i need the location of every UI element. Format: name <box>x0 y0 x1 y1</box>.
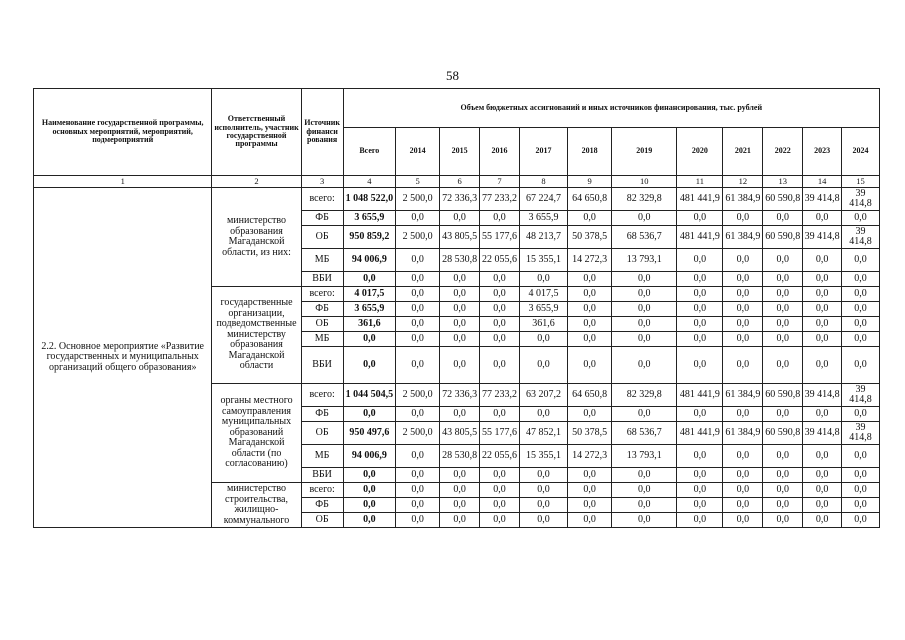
year-amount-cell: 0,0 <box>842 498 880 513</box>
column-number: 15 <box>842 176 880 188</box>
year-header: 2024 <box>842 128 880 176</box>
year-header: 2020 <box>677 128 723 176</box>
funding-source: МБ <box>301 249 343 272</box>
year-amount-cell: 0,0 <box>519 407 567 422</box>
year-amount-cell: 0,0 <box>568 332 612 347</box>
year-amount-cell: 0,0 <box>396 317 440 332</box>
year-amount-cell: 0,0 <box>396 498 440 513</box>
year-amount-cell: 0,0 <box>480 407 520 422</box>
year-amount-cell: 0,0 <box>803 483 842 498</box>
year-amount-cell: 0,0 <box>842 272 880 287</box>
year-amount-cell: 60 590,8 <box>763 226 803 249</box>
year-amount-cell: 0,0 <box>568 211 612 226</box>
year-amount-cell: 0,0 <box>568 468 612 483</box>
year-header: 2017 <box>519 128 567 176</box>
year-amount-cell: 72 336,3 <box>440 188 480 211</box>
funding-source: ФБ <box>301 302 343 317</box>
year-amount-cell: 64 650,8 <box>568 384 612 407</box>
total-amount-cell: 94 006,9 <box>343 249 395 272</box>
year-amount-cell: 0,0 <box>396 249 440 272</box>
funding-source: всего: <box>301 384 343 407</box>
year-amount-cell: 0,0 <box>723 407 763 422</box>
total-amount-cell: 4 017,5 <box>343 287 395 302</box>
year-amount-cell: 55 177,6 <box>480 422 520 445</box>
year-amount-cell: 0,0 <box>396 407 440 422</box>
column-number: 12 <box>723 176 763 188</box>
year-amount-cell: 0,0 <box>842 302 880 317</box>
year-amount-cell: 0,0 <box>440 317 480 332</box>
year-amount-cell: 0,0 <box>763 513 803 528</box>
year-amount-cell: 0,0 <box>763 468 803 483</box>
year-amount-cell: 72 336,3 <box>440 384 480 407</box>
funding-source: ВБИ <box>301 347 343 384</box>
year-amount-cell: 0,0 <box>723 347 763 384</box>
column-number: 4 <box>343 176 395 188</box>
year-amount-cell: 0,0 <box>803 211 842 226</box>
year-amount-cell: 64 650,8 <box>568 188 612 211</box>
year-amount-cell: 0,0 <box>396 332 440 347</box>
year-amount-cell: 0,0 <box>440 513 480 528</box>
year-amount-cell: 0,0 <box>723 211 763 226</box>
column-number: 1 <box>34 176 212 188</box>
year-amount-cell: 0,0 <box>763 407 803 422</box>
year-amount-cell: 0,0 <box>723 287 763 302</box>
year-amount-cell: 0,0 <box>396 287 440 302</box>
year-amount-cell: 0,0 <box>568 302 612 317</box>
year-amount-cell: 0,0 <box>723 317 763 332</box>
year-amount-cell: 0,0 <box>803 272 842 287</box>
funding-source: ФБ <box>301 211 343 226</box>
year-header: 2023 <box>803 128 842 176</box>
total-amount-cell: 0,0 <box>343 513 395 528</box>
year-amount-cell: 0,0 <box>568 347 612 384</box>
year-amount-cell: 0,0 <box>396 513 440 528</box>
total-column-header: Всего <box>343 128 395 176</box>
year-amount-cell: 0,0 <box>803 498 842 513</box>
year-amount-cell: 0,0 <box>612 468 677 483</box>
year-amount-cell: 0,0 <box>612 513 677 528</box>
year-amount-cell: 55 177,6 <box>480 226 520 249</box>
year-amount-cell: 481 441,9 <box>677 422 723 445</box>
year-amount-cell: 14 272,3 <box>568 445 612 468</box>
total-amount-cell: 0,0 <box>343 498 395 513</box>
year-amount-cell: 15 355,1 <box>519 249 567 272</box>
year-amount-cell: 0,0 <box>396 211 440 226</box>
year-amount-cell: 0,0 <box>440 407 480 422</box>
year-amount-cell: 0,0 <box>677 513 723 528</box>
year-amount-cell: 0,0 <box>842 483 880 498</box>
funding-source: ВБИ <box>301 468 343 483</box>
year-header: 2015 <box>440 128 480 176</box>
year-amount-cell: 0,0 <box>763 347 803 384</box>
total-amount-cell: 0,0 <box>343 468 395 483</box>
year-amount-cell: 0,0 <box>723 272 763 287</box>
year-amount-cell: 0,0 <box>803 407 842 422</box>
main-activity-name: 2.2. Основное мероприятие «Развитие государственных и муниципальных организаций общего образования» <box>34 188 212 528</box>
year-amount-cell: 0,0 <box>519 513 567 528</box>
year-amount-cell: 0,0 <box>763 249 803 272</box>
table-row <box>34 188 880 211</box>
year-amount-cell: 0,0 <box>396 302 440 317</box>
year-amount-cell: 0,0 <box>568 287 612 302</box>
year-amount-cell: 48 213,7 <box>519 226 567 249</box>
year-amount-cell: 0,0 <box>612 211 677 226</box>
year-amount-cell: 0,0 <box>519 332 567 347</box>
year-amount-cell: 28 530,8 <box>440 445 480 468</box>
funding-source: ОБ <box>301 513 343 528</box>
year-amount-cell: 0,0 <box>568 498 612 513</box>
year-amount-cell: 0,0 <box>480 332 520 347</box>
year-amount-cell: 0,0 <box>480 211 520 226</box>
year-amount-cell: 68 536,7 <box>612 422 677 445</box>
executor-column-header: Ответственный исполнитель, участник государственной программы <box>212 89 301 176</box>
column-number-row <box>34 176 880 188</box>
budget-table-body <box>34 188 880 528</box>
column-number: 2 <box>212 176 301 188</box>
year-amount-cell: 0,0 <box>723 468 763 483</box>
year-amount-cell: 82 329,8 <box>612 384 677 407</box>
year-amount-cell: 0,0 <box>612 332 677 347</box>
year-amount-cell: 39 414,8 <box>803 384 842 407</box>
year-amount-cell: 0,0 <box>803 468 842 483</box>
year-amount-cell: 2 500,0 <box>396 422 440 445</box>
page-number: 58 <box>446 68 459 83</box>
program-column-header: Наименование государственной программы, основных мероприятий, мероприятий, подмероприятий <box>34 89 212 176</box>
year-amount-cell: 39 414,8 <box>803 188 842 211</box>
column-number: 9 <box>568 176 612 188</box>
year-amount-cell: 0,0 <box>612 302 677 317</box>
year-amount-cell: 0,0 <box>723 513 763 528</box>
column-number: 7 <box>480 176 520 188</box>
funding-source: всего: <box>301 483 343 498</box>
year-amount-cell: 43 805,5 <box>440 422 480 445</box>
year-amount-cell: 0,0 <box>480 483 520 498</box>
year-amount-cell: 22 055,6 <box>480 445 520 468</box>
year-amount-cell: 0,0 <box>677 468 723 483</box>
year-header: 2021 <box>723 128 763 176</box>
total-amount-cell: 3 655,9 <box>343 302 395 317</box>
year-amount-cell: 0,0 <box>612 407 677 422</box>
year-amount-cell: 0,0 <box>568 483 612 498</box>
total-amount-cell: 94 006,9 <box>343 445 395 468</box>
funding-source: ОБ <box>301 226 343 249</box>
year-amount-cell: 0,0 <box>568 272 612 287</box>
year-amount-cell: 60 590,8 <box>763 188 803 211</box>
year-amount-cell: 15 355,1 <box>519 445 567 468</box>
year-amount-cell: 0,0 <box>842 287 880 302</box>
year-amount-cell: 0,0 <box>396 347 440 384</box>
year-amount-cell: 39 414,8 <box>842 384 880 407</box>
year-amount-cell: 13 793,1 <box>612 445 677 468</box>
year-amount-cell: 63 207,2 <box>519 384 567 407</box>
year-amount-cell: 0,0 <box>440 332 480 347</box>
year-amount-cell: 0,0 <box>803 513 842 528</box>
year-amount-cell: 0,0 <box>723 498 763 513</box>
year-amount-cell: 0,0 <box>763 302 803 317</box>
year-amount-cell: 61 384,9 <box>723 422 763 445</box>
column-number: 13 <box>763 176 803 188</box>
year-amount-cell: 50 378,5 <box>568 422 612 445</box>
year-amount-cell: 0,0 <box>763 287 803 302</box>
year-amount-cell: 0,0 <box>803 249 842 272</box>
year-amount-cell: 67 224,7 <box>519 188 567 211</box>
year-amount-cell: 60 590,8 <box>763 384 803 407</box>
year-amount-cell: 0,0 <box>440 287 480 302</box>
total-amount-cell: 0,0 <box>343 407 395 422</box>
year-amount-cell: 28 530,8 <box>440 249 480 272</box>
year-amount-cell: 22 055,6 <box>480 249 520 272</box>
year-amount-cell: 0,0 <box>612 317 677 332</box>
column-number: 6 <box>440 176 480 188</box>
year-amount-cell: 0,0 <box>440 468 480 483</box>
year-amount-cell: 0,0 <box>677 483 723 498</box>
year-amount-cell: 2 500,0 <box>396 188 440 211</box>
column-number: 10 <box>612 176 677 188</box>
year-amount-cell: 39 414,8 <box>842 188 880 211</box>
year-amount-cell: 0,0 <box>763 272 803 287</box>
year-amount-cell: 0,0 <box>677 272 723 287</box>
year-amount-cell: 0,0 <box>396 483 440 498</box>
year-amount-cell: 0,0 <box>723 332 763 347</box>
year-amount-cell: 0,0 <box>723 302 763 317</box>
year-amount-cell: 481 441,9 <box>677 226 723 249</box>
year-amount-cell: 43 805,5 <box>440 226 480 249</box>
year-amount-cell: 0,0 <box>803 317 842 332</box>
year-amount-cell: 2 500,0 <box>396 226 440 249</box>
year-amount-cell: 0,0 <box>440 211 480 226</box>
funding-source: ФБ <box>301 498 343 513</box>
year-amount-cell: 47 852,1 <box>519 422 567 445</box>
year-amount-cell: 0,0 <box>763 498 803 513</box>
funding-source: МБ <box>301 332 343 347</box>
year-amount-cell: 61 384,9 <box>723 226 763 249</box>
year-amount-cell: 0,0 <box>480 287 520 302</box>
year-amount-cell: 0,0 <box>480 498 520 513</box>
year-amount-cell: 68 536,7 <box>612 226 677 249</box>
year-amount-cell: 0,0 <box>842 332 880 347</box>
total-amount-cell: 1 044 504,5 <box>343 384 395 407</box>
total-amount-cell: 0,0 <box>343 272 395 287</box>
year-amount-cell: 0,0 <box>842 211 880 226</box>
year-amount-cell: 0,0 <box>842 407 880 422</box>
year-amount-cell: 0,0 <box>396 272 440 287</box>
year-amount-cell: 0,0 <box>763 445 803 468</box>
year-amount-cell: 0,0 <box>763 317 803 332</box>
funding-source: ОБ <box>301 317 343 332</box>
year-amount-cell: 0,0 <box>519 498 567 513</box>
funding-source: ФБ <box>301 407 343 422</box>
year-amount-cell: 0,0 <box>677 302 723 317</box>
year-amount-cell: 2 500,0 <box>396 384 440 407</box>
year-amount-cell: 481 441,9 <box>677 188 723 211</box>
year-amount-cell: 0,0 <box>519 483 567 498</box>
total-amount-cell: 950 497,6 <box>343 422 395 445</box>
year-amount-cell: 50 378,5 <box>568 226 612 249</box>
year-amount-cell: 0,0 <box>568 317 612 332</box>
year-amount-cell: 0,0 <box>612 347 677 384</box>
total-amount-cell: 0,0 <box>343 483 395 498</box>
year-header: 2014 <box>396 128 440 176</box>
column-number: 5 <box>396 176 440 188</box>
year-amount-cell: 0,0 <box>842 513 880 528</box>
year-amount-cell: 0,0 <box>763 483 803 498</box>
year-amount-cell: 3 655,9 <box>519 211 567 226</box>
year-amount-cell: 0,0 <box>842 249 880 272</box>
funding-source: МБ <box>301 445 343 468</box>
budget-table <box>33 88 880 528</box>
funding-source: всего: <box>301 188 343 211</box>
year-amount-cell: 0,0 <box>568 513 612 528</box>
year-amount-cell: 0,0 <box>677 347 723 384</box>
total-amount-cell: 1 048 522,0 <box>343 188 395 211</box>
year-amount-cell: 0,0 <box>480 347 520 384</box>
executor-name: министерство строительства, жилищно-коммунального <box>212 483 301 528</box>
total-amount-cell: 361,6 <box>343 317 395 332</box>
year-amount-cell: 0,0 <box>677 287 723 302</box>
year-amount-cell: 77 233,2 <box>480 188 520 211</box>
year-amount-cell: 0,0 <box>612 287 677 302</box>
year-amount-cell: 0,0 <box>763 332 803 347</box>
year-amount-cell: 39 414,8 <box>803 226 842 249</box>
year-amount-cell: 0,0 <box>677 332 723 347</box>
year-amount-cell: 0,0 <box>842 347 880 384</box>
year-amount-cell: 3 655,9 <box>519 302 567 317</box>
budget-group-header: Объем бюджетных ассигнований и иных источников финансирования, тыс. рублей <box>343 89 879 128</box>
year-amount-cell: 0,0 <box>440 498 480 513</box>
executor-name: государственные организации, подведомственные министерству образования Магаданской области <box>212 287 301 384</box>
year-amount-cell: 13 793,1 <box>612 249 677 272</box>
total-amount-cell: 950 859,2 <box>343 226 395 249</box>
year-amount-cell: 0,0 <box>677 317 723 332</box>
year-amount-cell: 0,0 <box>612 272 677 287</box>
year-amount-cell: 361,6 <box>519 317 567 332</box>
year-header: 2019 <box>612 128 677 176</box>
year-amount-cell: 0,0 <box>842 317 880 332</box>
year-amount-cell: 0,0 <box>677 407 723 422</box>
year-header: 2018 <box>568 128 612 176</box>
year-amount-cell: 0,0 <box>612 483 677 498</box>
column-number: 14 <box>803 176 842 188</box>
column-number: 3 <box>301 176 343 188</box>
column-number: 8 <box>519 176 567 188</box>
year-amount-cell: 0,0 <box>842 445 880 468</box>
executor-name: органы местного самоуправления муниципальных образований Магаданской области (по согласованию) <box>212 384 301 483</box>
year-amount-cell: 0,0 <box>568 407 612 422</box>
year-amount-cell: 0,0 <box>803 332 842 347</box>
year-amount-cell: 39 414,8 <box>842 226 880 249</box>
year-amount-cell: 0,0 <box>803 445 842 468</box>
year-amount-cell: 0,0 <box>440 347 480 384</box>
year-amount-cell: 481 441,9 <box>677 384 723 407</box>
column-number: 11 <box>677 176 723 188</box>
year-amount-cell: 0,0 <box>480 513 520 528</box>
year-amount-cell: 0,0 <box>519 468 567 483</box>
year-amount-cell: 0,0 <box>677 498 723 513</box>
executor-name: министерство образования Магаданской области, из них: <box>212 188 301 287</box>
funding-source: ОБ <box>301 422 343 445</box>
year-amount-cell: 39 414,8 <box>842 422 880 445</box>
funding-source: ВБИ <box>301 272 343 287</box>
year-amount-cell: 0,0 <box>440 272 480 287</box>
year-amount-cell: 0,0 <box>396 468 440 483</box>
total-amount-cell: 0,0 <box>343 332 395 347</box>
year-amount-cell: 0,0 <box>480 302 520 317</box>
year-amount-cell: 0,0 <box>723 483 763 498</box>
year-amount-cell: 0,0 <box>803 287 842 302</box>
source-column-header: Источник финанси рования <box>301 89 343 176</box>
year-amount-cell: 0,0 <box>480 317 520 332</box>
year-header: 2022 <box>763 128 803 176</box>
year-amount-cell: 0,0 <box>803 347 842 384</box>
year-amount-cell: 0,0 <box>763 211 803 226</box>
year-amount-cell: 61 384,9 <box>723 384 763 407</box>
total-amount-cell: 3 655,9 <box>343 211 395 226</box>
year-amount-cell: 0,0 <box>612 498 677 513</box>
year-amount-cell: 14 272,3 <box>568 249 612 272</box>
year-amount-cell: 0,0 <box>723 249 763 272</box>
year-amount-cell: 0,0 <box>440 483 480 498</box>
year-amount-cell: 0,0 <box>842 468 880 483</box>
year-amount-cell: 77 233,2 <box>480 384 520 407</box>
year-amount-cell: 60 590,8 <box>763 422 803 445</box>
year-amount-cell: 0,0 <box>677 249 723 272</box>
total-amount-cell: 0,0 <box>343 347 395 384</box>
year-amount-cell: 0,0 <box>723 445 763 468</box>
year-amount-cell: 0,0 <box>519 347 567 384</box>
year-header: 2016 <box>480 128 520 176</box>
year-amount-cell: 0,0 <box>440 302 480 317</box>
year-amount-cell: 61 384,9 <box>723 188 763 211</box>
year-amount-cell: 0,0 <box>519 272 567 287</box>
year-amount-cell: 0,0 <box>677 211 723 226</box>
funding-source: всего: <box>301 287 343 302</box>
year-amount-cell: 0,0 <box>480 272 520 287</box>
year-amount-cell: 0,0 <box>677 445 723 468</box>
year-amount-cell: 39 414,8 <box>803 422 842 445</box>
year-amount-cell: 82 329,8 <box>612 188 677 211</box>
year-amount-cell: 0,0 <box>396 445 440 468</box>
year-amount-cell: 4 017,5 <box>519 287 567 302</box>
year-amount-cell: 0,0 <box>480 468 520 483</box>
year-amount-cell: 0,0 <box>803 302 842 317</box>
